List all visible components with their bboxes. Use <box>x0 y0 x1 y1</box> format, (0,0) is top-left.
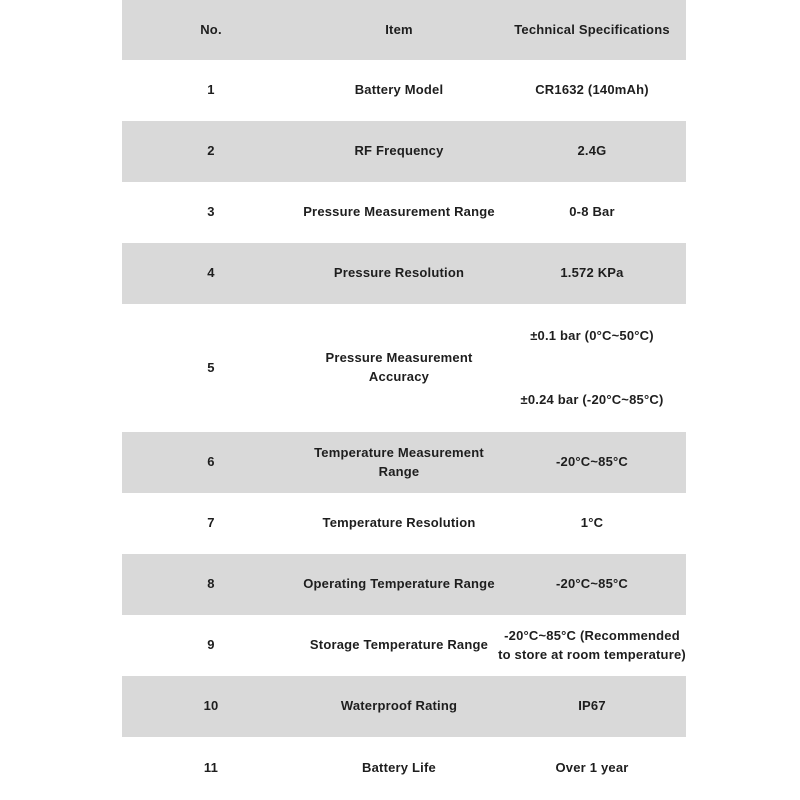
spec-value: -20°C~85°C <box>555 576 628 592</box>
spec-value: 0-8 Bar <box>569 204 615 220</box>
spec-value: 1°C <box>580 515 604 531</box>
item-label: Temperature Measurement Range <box>314 444 484 479</box>
table-row-temperature-measurement-range <box>122 432 686 493</box>
row-number: 8 <box>207 576 215 592</box>
item-label: Operating Temperature Range <box>303 576 495 592</box>
table-row-temperature-resolution <box>122 493 686 554</box>
header-item: Item <box>385 21 413 37</box>
row-number: 5 <box>207 359 215 375</box>
spec-value-group <box>498 304 686 432</box>
row-number: 7 <box>207 515 215 531</box>
header-technical-specifications: Technical Specifications <box>514 21 670 37</box>
item-label: Temperature Resolution <box>322 515 476 531</box>
table-row-operating-temperature-range <box>122 554 686 615</box>
table-header-row <box>122 0 686 60</box>
row-number: 3 <box>207 204 215 220</box>
item-label: RF Frequency <box>354 143 444 159</box>
item-label: Pressure Measurement Range <box>303 204 495 220</box>
spec-value: 1.572 KPa <box>560 265 624 281</box>
row-number: 2 <box>207 143 215 159</box>
table-row-pressure-measurement-range <box>122 182 686 243</box>
row-number: 9 <box>207 637 215 653</box>
spec-value: -20°C~85°C (Recommended to store at room temperature) <box>498 627 686 662</box>
item-label-text: Pressure Measurement Accuracy <box>325 350 473 384</box>
table-row-rf-frequency <box>122 121 686 182</box>
spec-value: -20°C~85°C <box>555 454 628 470</box>
spec-table <box>122 0 686 800</box>
row-number: 4 <box>207 265 215 281</box>
item-label <box>300 304 498 432</box>
table-row-waterproof-rating <box>122 676 686 737</box>
spec-value: CR1632 (140mAh) <box>535 82 649 98</box>
spec-value: ±0.1 bar (0°C~50°C) <box>530 327 654 343</box>
table-row-pressure-resolution <box>122 243 686 304</box>
table-row-battery-life <box>122 737 686 800</box>
spec-value: 2.4G <box>577 143 607 159</box>
spec-value: ±0.24 bar (-20°C~85°C) <box>520 391 664 407</box>
table-row-storage-temperature-range <box>122 615 686 676</box>
table-row-pressure-measurement-accuracy <box>122 304 686 432</box>
row-number: 11 <box>203 760 219 776</box>
item-label: Pressure Resolution <box>333 265 465 281</box>
header-no: No. <box>200 21 222 37</box>
item-label: Battery Model <box>354 82 444 98</box>
table-row-battery-model <box>122 60 686 121</box>
row-number: 10 <box>203 698 219 714</box>
row-number: 1 <box>207 82 215 98</box>
row-number: 6 <box>207 454 215 470</box>
spec-value: IP67 <box>578 698 606 714</box>
spec-value: Over 1 year <box>555 760 629 776</box>
item-label: Battery Life <box>362 760 436 776</box>
item-label: Waterproof Rating <box>340 698 458 714</box>
item-label: Storage Temperature Range <box>309 637 489 653</box>
